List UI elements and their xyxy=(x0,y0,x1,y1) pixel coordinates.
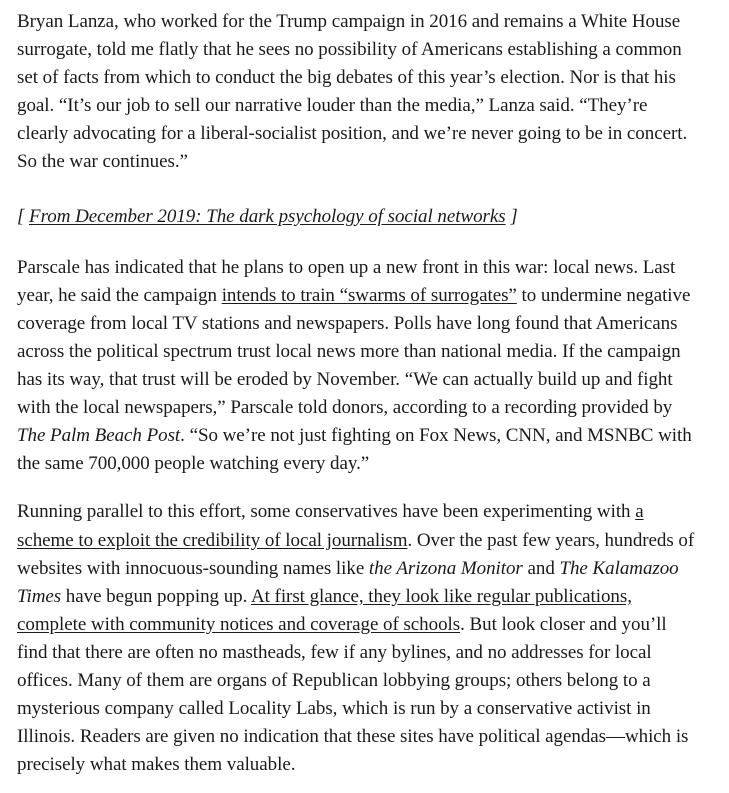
related-article-callout xyxy=(17,203,701,231)
related-article-link[interactable]: From December 2019: The dark psychology of social networks xyxy=(29,205,506,227)
paragraph-text: Running parallel to this effort, some conservatives have been experimenting with xyxy=(17,501,636,523)
paragraph-text: have begun popping up. xyxy=(61,585,251,607)
paragraph-local-news xyxy=(17,254,701,479)
related-bracket-open: [ xyxy=(17,205,30,227)
publication-name: the Arizona Monitor xyxy=(368,557,523,579)
paragraph-text: Parscale has indicated that he plans to open up a new front in this war: local news. Last year, he said the campaign xyxy=(17,256,676,306)
paragraph-text: . Over the past few years, hundreds of websites with innocuous-sounding names like xyxy=(17,529,695,579)
paragraph-text: and xyxy=(522,557,560,579)
paragraph-lanza-quote xyxy=(17,8,701,177)
swarms-of-surrogates-link[interactable]: intends to train “swarms of surrogates” xyxy=(221,284,517,306)
paragraph-text: Bryan Lanza, who worked for the Trump campaign in 2016 and remains a White House surrogate, told me flatly that he sees no possibility of Americans establishing a common set of facts from which to conduct the big debates of this year’s election. Nor is that his goal. “It’s our job to sell our narrative louder than the media,” Lanza said. “They’re clearly advocating for a liberal-socialist position, and we’re never going to be in concert. So the war continues.” xyxy=(17,11,688,173)
regular-publications-link[interactable]: At first glance, they look like regular publications, complete with community notices and coverage of schools xyxy=(17,585,632,635)
related-bracket-close: ] xyxy=(505,205,518,227)
publication-name: The Palm Beach Post xyxy=(17,425,181,447)
paragraph-local-journalism-scheme xyxy=(17,498,701,779)
paragraph-text: to undermine negative coverage from local TV stations and newspapers. Polls have long found that Americans across the political spectrum trust local news more than national media. If the campaign has its way, that trust will be eroded by November. “We can actually build up and fight with the local newspapers,” Parscale told donors, according to a recording provided by xyxy=(17,284,691,419)
paragraph-text: . “So we’re not just fighting on Fox News, CNN, and MSNBC with the same 700,000 people watching every day.” xyxy=(17,425,692,475)
credibility-scheme-link[interactable]: a scheme to exploit the credibility of local journalism xyxy=(17,501,644,551)
publication-name: The Kalamazoo Times xyxy=(17,557,679,607)
paragraph-text: . But look closer and you’ll find that there are often no mastheads, few if any bylines, and no addresses for local offices. Many of them are organs of Republican lobbying groups; others belong to a mysterious company called Locality Labs, which is run by a conservative activist in Illinois. Readers are given no indication that these sites have political agendas—which is precisely what makes them valuable. xyxy=(17,613,689,776)
